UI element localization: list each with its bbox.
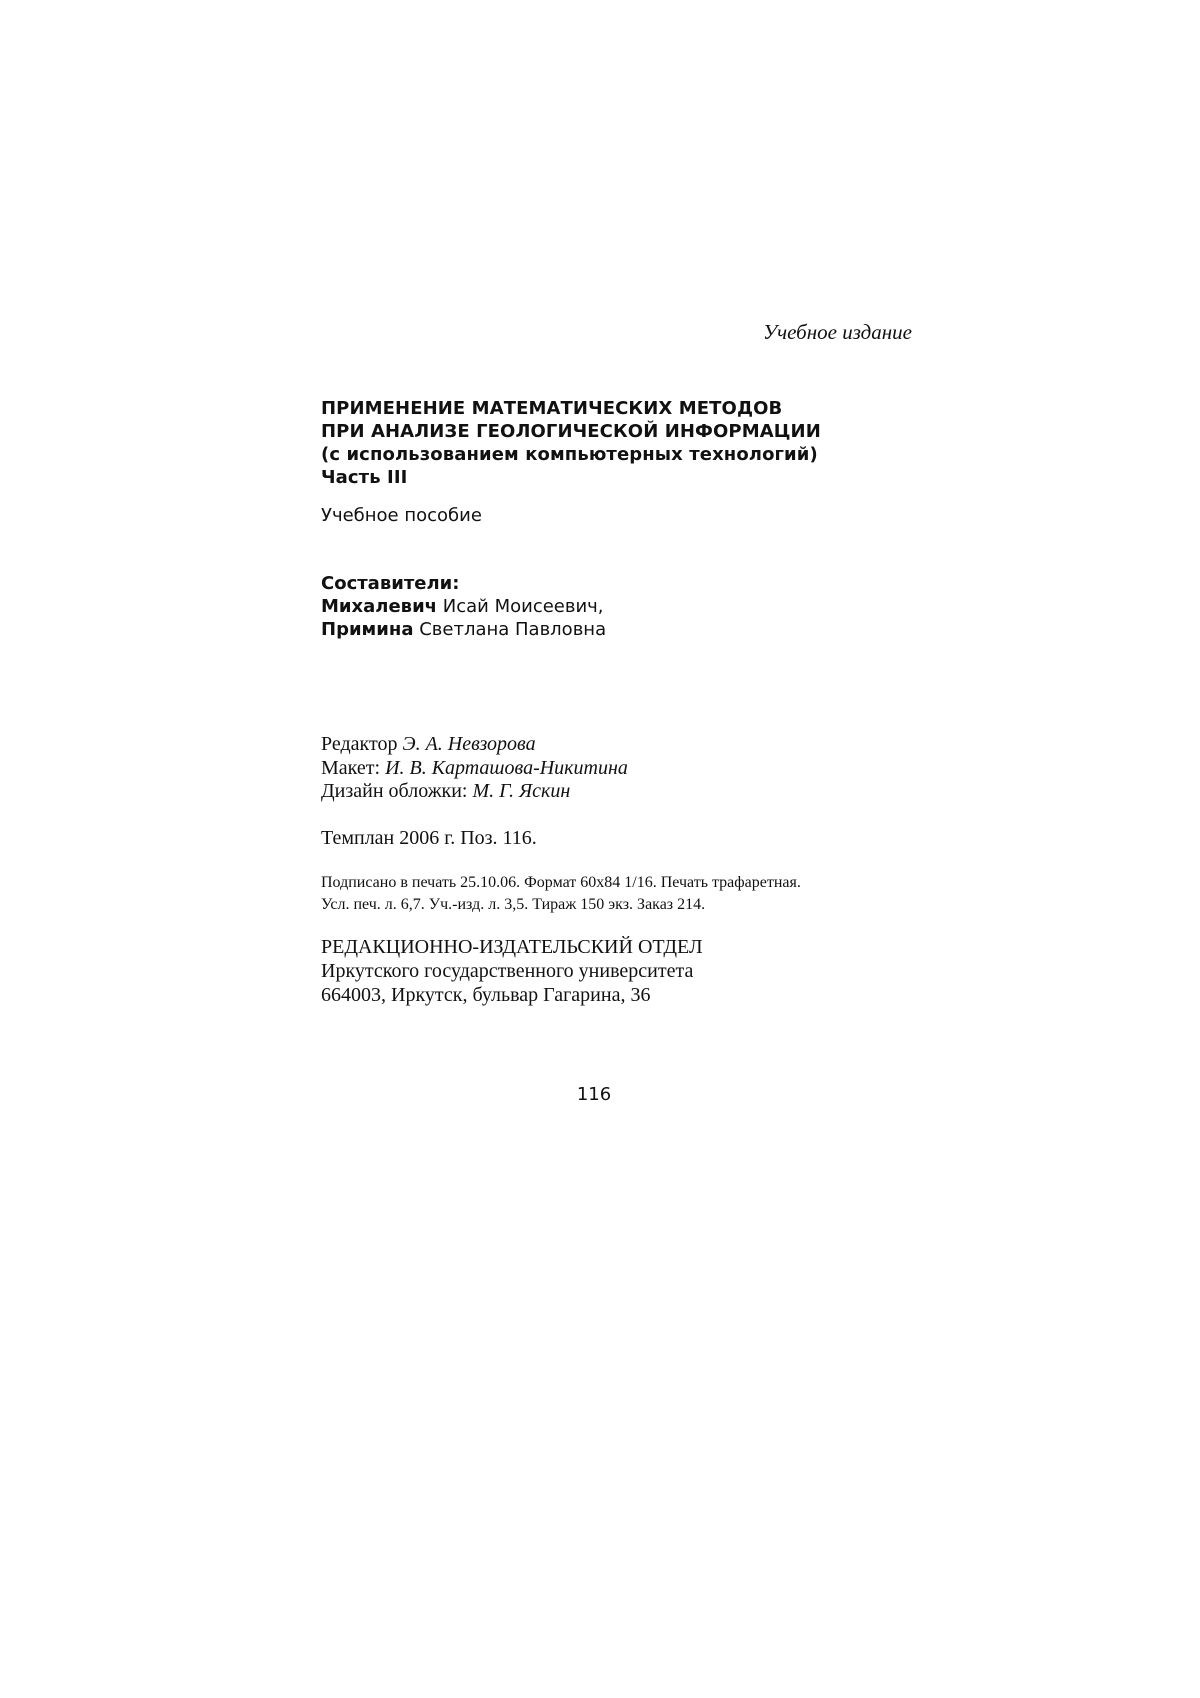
compiler-1	[321, 595, 606, 618]
compiler-given-names: Светлана Павловна	[413, 619, 607, 640]
editor-label: Редактор	[321, 733, 403, 755]
cover-design-name: М. Г. Яскин	[472, 780, 571, 802]
layout-name: И. В. Карташова-Никитина	[385, 756, 628, 779]
document-type: Учебное пособие	[321, 505, 482, 526]
title-line-4: Часть III	[321, 467, 408, 488]
publisher-line-2: Иркутского государственного университета	[321, 960, 694, 982]
title-line-1: ПРИМЕНЕНИЕ МАТЕМАТИЧЕСКИХ МЕТОДОВ	[321, 398, 783, 419]
book-title	[321, 397, 821, 489]
compiler-given-names: Исай Моисеевич,	[437, 596, 604, 617]
layout-label: Макет:	[321, 756, 386, 779]
compilers-heading: Составители:	[321, 573, 460, 594]
title-line-2: ПРИ АНАЛИЗЕ ГЕОЛОГИЧЕСКОЙ ИНФОРМАЦИИ	[321, 421, 821, 442]
cover-design-line	[321, 780, 628, 804]
compiler-surname: Михалевич	[321, 596, 438, 617]
print-info-line-1: Подписано в печать 25.10.06. Формат 60х84 1/16. Печать трафаретная.	[321, 874, 801, 891]
compiler-surname: Примина	[321, 619, 414, 640]
print-info-block	[321, 872, 801, 916]
cover-design-label: Дизайн обложки:	[321, 780, 473, 802]
layout-line	[321, 757, 628, 781]
publisher-block	[321, 935, 703, 1007]
title-line-3: (с использованием компьютерных технологий)	[321, 444, 818, 465]
compiler-2	[321, 618, 606, 641]
editor-name: Э. А. Невзорова	[402, 733, 536, 755]
templan-line: Темплан 2006 г. Поз. 116.	[321, 827, 537, 849]
publisher-line-1: РЕДАКЦИОННО-ИЗДАТЕЛЬСКИЙ ОТДЕЛ	[321, 936, 703, 958]
publisher-line-3: 664003, Иркутск, бульвар Гагарина, 36	[321, 984, 651, 1006]
series-label: Учебное издание	[762, 320, 912, 344]
compilers-block	[321, 572, 606, 641]
print-info-line-2: Усл. печ. л. 6,7. Уч.-изд. л. 3,5. Тираж 150 экз. Заказ 214.	[321, 896, 706, 913]
credits-block	[321, 733, 628, 804]
editor-line	[321, 733, 628, 757]
page-number: 116	[576, 1084, 612, 1105]
